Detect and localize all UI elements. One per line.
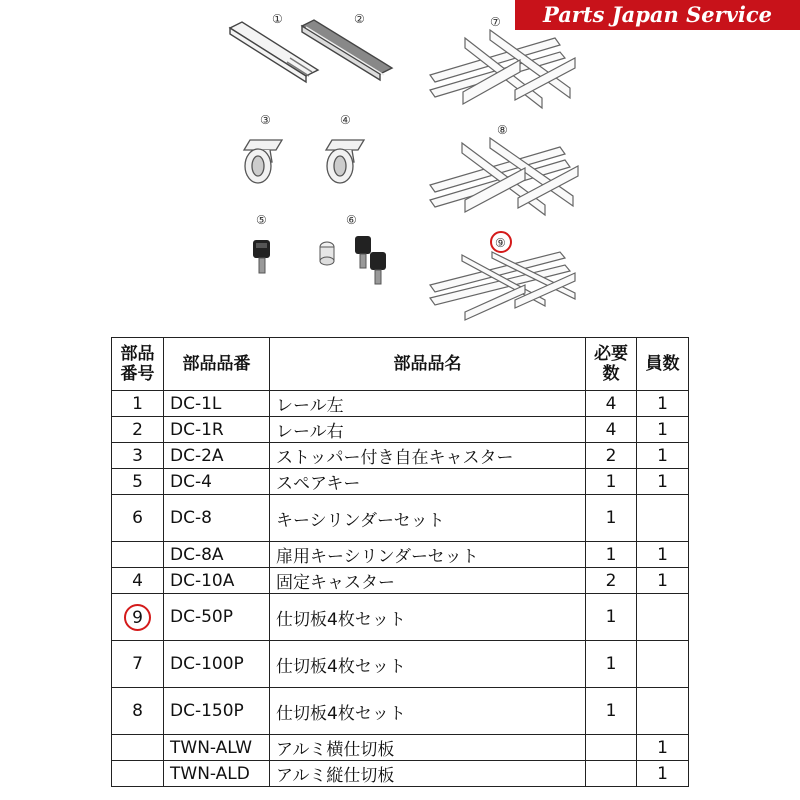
part-label-1: ① <box>272 12 283 26</box>
cell-part-code: DC-8 <box>164 495 270 542</box>
cell-part-code: DC-10A <box>164 568 270 594</box>
table-row <box>112 594 689 641</box>
cell-part-name: 扉用キーシリンダーセット <box>270 542 586 568</box>
table-row <box>112 443 689 469</box>
key-cylinder-set-illustration <box>320 236 386 284</box>
cell-part-number: 2 <box>112 417 164 443</box>
cell-part-code: DC-150P <box>164 688 270 735</box>
cell-part-code: DC-1R <box>164 417 270 443</box>
cell-part-number: 5 <box>112 469 164 495</box>
cell-member-count: 1 <box>637 469 689 495</box>
cell-part-name: アルミ縦仕切板 <box>270 761 586 787</box>
cell-member-count <box>637 641 689 688</box>
cell-part-number: 7 <box>112 641 164 688</box>
table-row <box>112 469 689 495</box>
header-part-name: 部品品名 <box>270 338 586 391</box>
cell-part-number <box>112 761 164 787</box>
cell-part-number: 1 <box>112 391 164 417</box>
watermark-logo: Parts Japan Service <box>515 0 800 30</box>
cell-required-qty: 1 <box>586 495 637 542</box>
part-label-3: ③ <box>260 113 271 127</box>
cell-member-count: 1 <box>637 443 689 469</box>
cell-part-code: DC-4 <box>164 469 270 495</box>
cell-part-name: レール右 <box>270 417 586 443</box>
divider-set-150p-illustration <box>430 138 578 215</box>
cell-member-count: 1 <box>637 417 689 443</box>
cell-part-code: DC-100P <box>164 641 270 688</box>
cell-required-qty: 4 <box>586 417 637 443</box>
cell-required-qty <box>586 735 637 761</box>
table-row <box>112 495 689 542</box>
swivel-caster-illustration <box>244 140 282 183</box>
part-label-4: ④ <box>340 113 351 127</box>
table-row <box>112 641 689 688</box>
part-label-5: ⑤ <box>256 213 267 227</box>
cell-part-name: ストッパー付き自在キャスター <box>270 443 586 469</box>
parts-illustration <box>0 0 800 330</box>
cell-member-count: 1 <box>637 735 689 761</box>
cell-part-name: スペアキー <box>270 469 586 495</box>
cell-part-number <box>112 542 164 568</box>
cell-part-number <box>112 735 164 761</box>
cell-part-name: キーシリンダーセット <box>270 495 586 542</box>
cell-member-count: 1 <box>637 761 689 787</box>
parts-table <box>111 337 689 787</box>
cell-required-qty <box>586 761 637 787</box>
table-row <box>112 761 689 787</box>
table-row <box>112 568 689 594</box>
highlighted-part-number: 9 <box>124 604 151 631</box>
parts-diagram <box>0 0 800 330</box>
cell-part-code: DC-8A <box>164 542 270 568</box>
cell-part-name: 仕切板4枚セット <box>270 688 586 735</box>
cell-part-code: DC-2A <box>164 443 270 469</box>
part-label-2: ② <box>354 12 365 26</box>
cell-required-qty: 1 <box>586 594 637 641</box>
cell-part-name: アルミ横仕切板 <box>270 735 586 761</box>
cell-required-qty: 1 <box>586 542 637 568</box>
header-part-number: 部品 番号 <box>112 338 164 391</box>
table-row <box>112 542 689 568</box>
divider-set-50p-illustration <box>430 252 575 320</box>
cell-required-qty: 4 <box>586 391 637 417</box>
cell-member-count: 1 <box>637 568 689 594</box>
cell-part-number: 3 <box>112 443 164 469</box>
header-part-code: 部品品番 <box>164 338 270 391</box>
cell-required-qty: 1 <box>586 688 637 735</box>
cell-member-count: 1 <box>637 542 689 568</box>
cell-member-count <box>637 594 689 641</box>
table-header-row <box>112 338 689 391</box>
header-member-count: 員数 <box>637 338 689 391</box>
table-row <box>112 688 689 735</box>
part-label-6: ⑥ <box>346 213 357 227</box>
cell-member-count <box>637 688 689 735</box>
cell-part-code: TWN-ALW <box>164 735 270 761</box>
cell-part-name: 仕切板4枚セット <box>270 641 586 688</box>
part-label-7: ⑦ <box>490 15 501 29</box>
spare-key-illustration <box>253 240 270 273</box>
cell-part-code: TWN-ALD <box>164 761 270 787</box>
cell-required-qty: 1 <box>586 469 637 495</box>
cell-part-name: 仕切板4枚セット <box>270 594 586 641</box>
cell-part-number: 4 <box>112 568 164 594</box>
cell-part-name: レール左 <box>270 391 586 417</box>
cell-part-code: DC-1L <box>164 391 270 417</box>
cell-required-qty: 2 <box>586 443 637 469</box>
fixed-caster-illustration <box>326 140 364 183</box>
table-row <box>112 391 689 417</box>
cell-part-name: 固定キャスター <box>270 568 586 594</box>
divider-set-100p-illustration <box>430 30 575 108</box>
cell-part-number <box>112 594 164 641</box>
cell-part-number: 8 <box>112 688 164 735</box>
header-required-qty: 必要 数 <box>586 338 637 391</box>
part-label-8: ⑧ <box>497 123 508 137</box>
cell-part-number: 6 <box>112 495 164 542</box>
cell-required-qty: 2 <box>586 568 637 594</box>
cell-member-count <box>637 495 689 542</box>
table-row <box>112 417 689 443</box>
part-label-9: ⑨ <box>495 236 506 250</box>
cell-part-code: DC-50P <box>164 594 270 641</box>
cell-member-count: 1 <box>637 391 689 417</box>
table-row <box>112 735 689 761</box>
cell-required-qty: 1 <box>586 641 637 688</box>
